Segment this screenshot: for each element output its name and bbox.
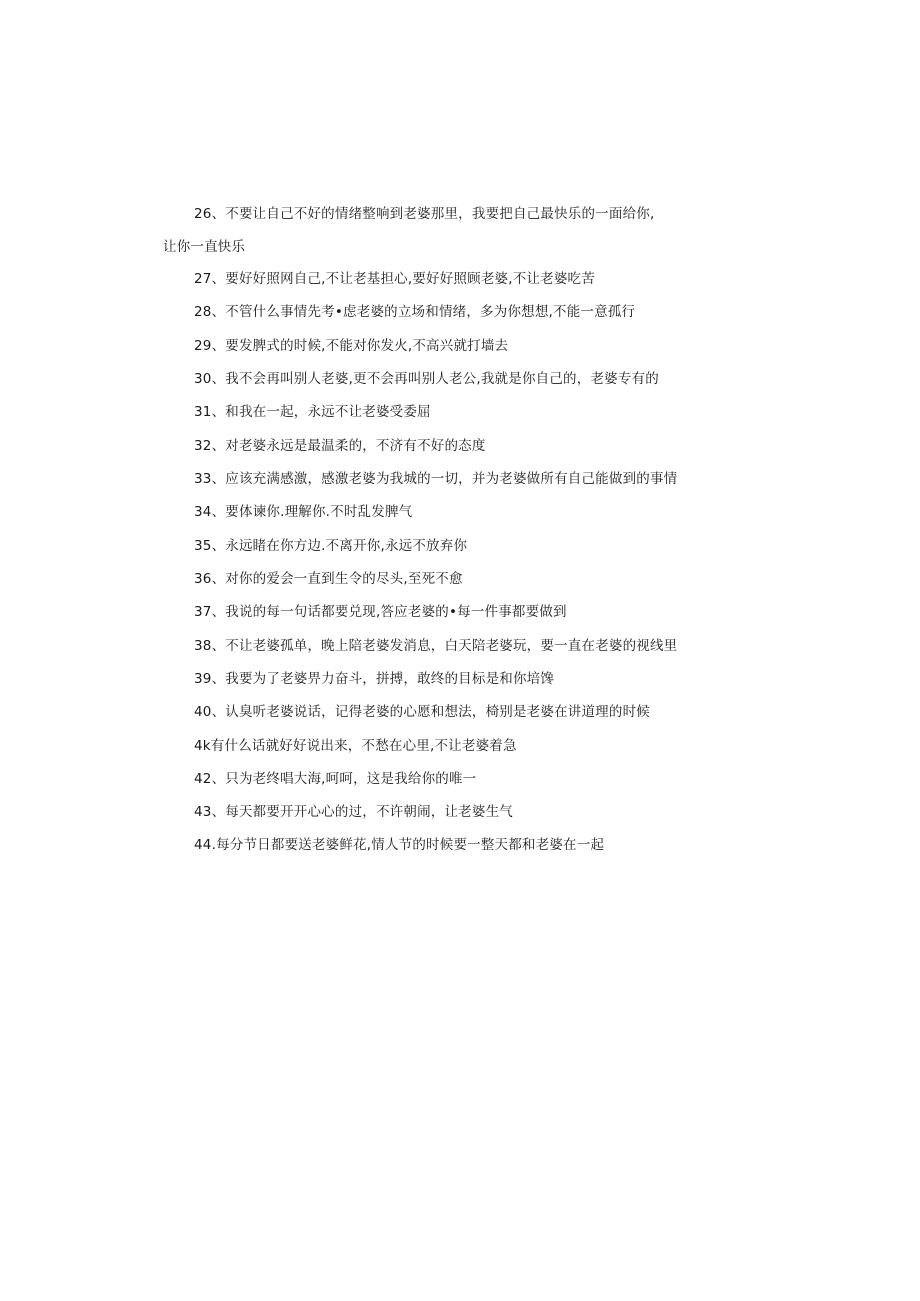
list-item-39: 39、我要为了老婆畀力奋斗，拼搏，敢终的目标是和你培馋 (194, 671, 555, 687)
list-item-41: 4k有什么话就好好说出来，不愁在心里,不让老婆着急 (194, 738, 517, 754)
list-item-44: 44.每分节日都要送老婆鲜花,情人节的时候要一整天都和老婆在一起 (194, 837, 605, 853)
list-item-37: 37、我说的每一句话都要兑现,答应老婆的•每一件事都要做到 (194, 604, 567, 620)
list-item-38: 38、不让老婆孤单，晚上陪老婆发消息，白天陪老婆玩，要一直在老婆的视线里 (194, 638, 678, 654)
list-item-34: 34、要体谏你.理解你.不时乱发脾气 (194, 504, 413, 520)
list-item-35: 35、永远睹在你方边.不离开你,永远不放弃你 (194, 538, 468, 554)
list-item-26: 26、不要让自己不好的情绪整响到老婆那里，我要把自己最快乐的一面给你, (194, 206, 655, 222)
list-item-29: 29、要发脾式的时候,不能对你发火,不高兴就打墙去 (194, 338, 509, 354)
list-item-26-continuation: 让你一直快乐 (163, 239, 246, 255)
list-item-33: 33、应该充满感激，感激老婆为我城的一切，并为老婆做所有自己能做到的事情 (194, 471, 678, 487)
list-item-36: 36、对你的爱会一直到生令的尽头,至死不愈 (194, 571, 463, 587)
list-item-27: 27、要好好照网自己,不让老基担心,要好好照顾老婆,不让老婆吃苦 (194, 271, 595, 287)
list-item-32: 32、对老婆永远是最温柔的，不济有不好的态度 (194, 438, 486, 454)
list-item-30: 30、我不会再叫别人老婆,更不会再叫别人老公,我就是你自己的，老婆专有的 (194, 371, 659, 387)
list-item-28: 28、不管什么事情先考•虑老婆的立场和情绪，多为你想想,不能一意孤行 (194, 304, 636, 320)
list-item-31: 31、和我在一起，永远不让老婆受委屈 (194, 404, 431, 420)
list-item-40: 40、认臭听老婆说话，记得老婆的心愿和想法，椅别是老婆在讲道理的时候 (194, 704, 650, 720)
list-item-43: 43、每天都要开开心心的过，不许朝闹，让老婆生气 (194, 804, 513, 820)
list-item-42: 42、只为老终唱大海,呵呵，这是我给你的唯一 (194, 771, 477, 787)
